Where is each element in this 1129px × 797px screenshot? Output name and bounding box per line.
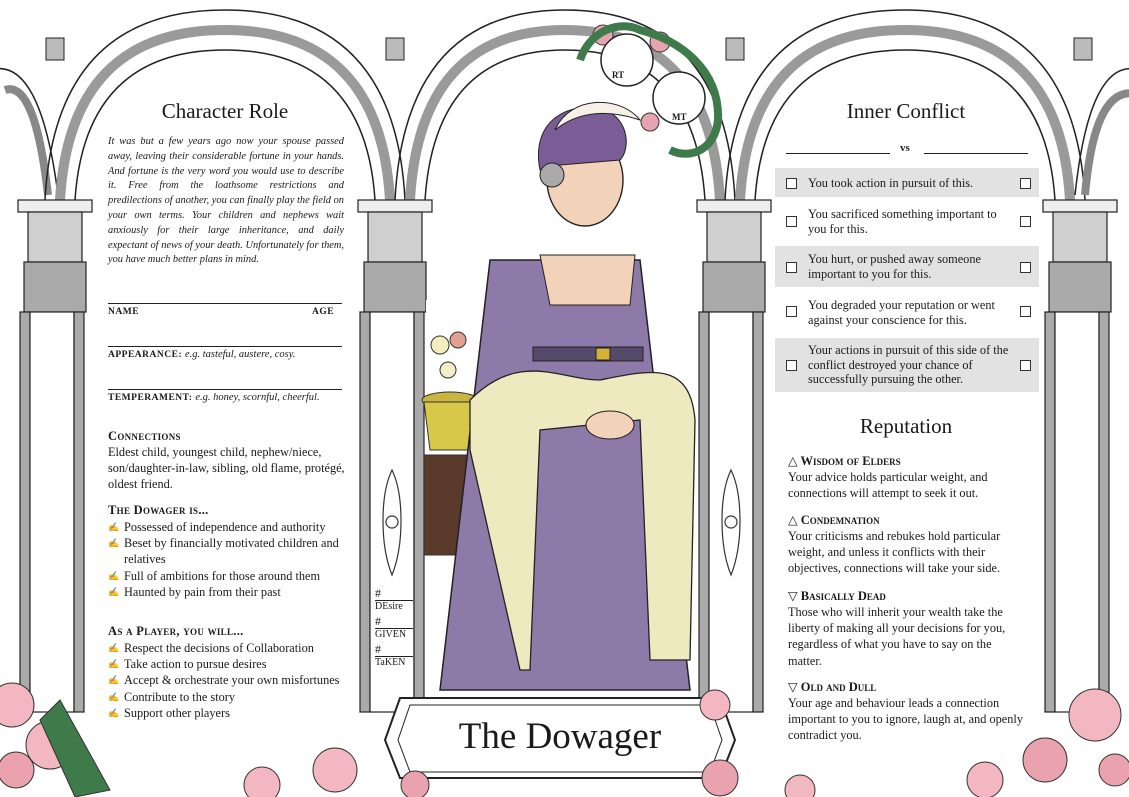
checkbox-left[interactable]	[786, 178, 797, 189]
temperament-row	[108, 392, 320, 403]
age-label: AGE	[312, 307, 335, 317]
conflict-row-4	[775, 291, 1039, 335]
finial-4	[1074, 38, 1092, 60]
finial-1	[46, 38, 64, 60]
appearance-label: APPEARANCE:	[108, 350, 183, 360]
temperament-hint: e.g. honey, scornful, cheerful.	[195, 392, 320, 403]
vs-label: vs	[900, 142, 910, 154]
player-list	[108, 640, 353, 721]
conflict-text: You sacrificed something important to you for this.	[808, 207, 997, 236]
rep-text: Your criticisms and rebukes hold particular weight, and unless it conflicts with their objectives, connections will take your side.	[788, 529, 1001, 576]
is-item: ✍ Beset by financially motivated children and relatives	[108, 535, 348, 567]
is-item: ✍ Full of ambitions for those around them	[108, 568, 348, 584]
checkbox-left[interactable]	[786, 306, 797, 317]
reputation-item-3	[788, 588, 1028, 669]
taken-count[interactable]: #	[375, 642, 413, 657]
is-item: ✍ Haunted by pain from their past	[108, 584, 348, 600]
reputation-item-4	[788, 679, 1028, 744]
conflict-side-a-line[interactable]	[786, 153, 890, 154]
player-item: ✍ Contribute to the story	[108, 689, 353, 705]
rep-text: Your advice holds particular weight, and connections will attempt to seek it out.	[788, 470, 988, 501]
player-item: ✍ Support other players	[108, 705, 353, 721]
checkbox-left[interactable]	[786, 216, 797, 227]
is-list	[108, 519, 348, 600]
appearance-line[interactable]	[108, 346, 342, 347]
appearance-row	[108, 349, 295, 360]
finial-2	[386, 38, 404, 60]
rep-down-icon: ▽	[788, 680, 798, 694]
name-label: NAME	[108, 307, 140, 317]
checkbox-left[interactable]	[786, 360, 797, 371]
dowager-portrait	[422, 102, 696, 700]
conflict-side-b-line[interactable]	[924, 153, 1028, 154]
checkbox-right[interactable]	[1020, 306, 1031, 317]
character-role-title: Character Role	[161, 99, 289, 123]
conflict-text: You took action in pursuit of this.	[808, 176, 974, 190]
mt-label: MT	[672, 112, 687, 122]
inner-conflict-title: Inner Conflict	[846, 99, 966, 123]
conflict-row-5	[775, 338, 1039, 392]
temperament-label: TEMPERAMENT:	[108, 393, 193, 403]
finial-3	[726, 38, 744, 60]
reputation-title: Reputation	[859, 414, 953, 438]
rt-label: RT	[612, 70, 625, 80]
rep-text: Your age and behaviour leads a connection important to you to ignore, laugh at, and openly contradict you.	[788, 696, 1023, 743]
player-item: ✍ Accept & orchestrate your own misfortunes	[108, 672, 353, 688]
appearance-hint: e.g. tasteful, austere, cosy.	[184, 349, 296, 360]
checkbox-right[interactable]	[1020, 216, 1031, 227]
conflict-text: You hurt, or pushed away someone important to you for this.	[808, 252, 981, 281]
reputation-item-1	[788, 453, 1028, 501]
desire-count[interactable]: #	[375, 586, 413, 601]
rep-title: Basically Dead	[800, 589, 886, 603]
checkbox-right[interactable]	[1020, 262, 1031, 273]
reputation-item-2	[788, 512, 1028, 577]
conflict-row-2	[775, 200, 1039, 242]
conflict-text: You degraded your reputation or went against your conscience for this.	[808, 298, 995, 327]
conflict-row-3	[775, 246, 1039, 287]
rep-title: Condemnation	[800, 513, 880, 527]
taken-label: TaKEN	[375, 657, 406, 668]
rep-down-icon: ▽	[788, 589, 798, 603]
character-name: The Dowager	[458, 716, 662, 757]
checkbox-right[interactable]	[1020, 360, 1031, 371]
rep-text: Those who will inherit your wealth take the liberty of making all your decisions for you, regardless of what you have to say on the matter.	[788, 605, 1006, 668]
given-count[interactable]: #	[375, 614, 413, 629]
tracker	[375, 586, 413, 668]
temperament-line[interactable]	[108, 389, 342, 390]
desire-label: DEsire	[375, 601, 403, 612]
player-item: ✍ Take action to pursue desires	[108, 656, 353, 672]
checkbox-right[interactable]	[1020, 178, 1031, 189]
player-item: ✍ Respect the decisions of Collaboration	[108, 640, 353, 656]
rep-title: Wisdom of Elders	[800, 454, 901, 468]
name-line[interactable]	[108, 303, 342, 304]
connections-heading: Connections	[108, 429, 181, 443]
given-label: GIVEN	[375, 629, 407, 640]
player-heading: As a Player, you will...	[108, 624, 244, 638]
rt-circle	[601, 34, 653, 86]
rep-up-icon: △	[788, 513, 798, 527]
conflict-text: Your actions in pursuit of this side of the conflict destroyed your chance of successfully pursuing the other.	[808, 343, 1009, 387]
checkbox-left[interactable]	[786, 262, 797, 273]
rep-title: Old and Dull	[800, 680, 877, 694]
connections-text: Eldest child, youngest child, nephew/niece, son/daughter-in-law, sibling, old flame, protégé, oldest friend.	[108, 445, 345, 492]
role-intro: It was but a few years ago now your spouse passed away, leaving their considerable fortune in your hands. And fortune is the very word you would use to describe it. Free from the loathsome restrictions and predilections of another, you can finally play the field on your own terms. Your children and nephews wait anxiously for their large inheritance, and daily expectant of news of your death. Unfortunately for them, you have much better plans in mind.	[108, 136, 344, 266]
rep-up-icon: △	[788, 454, 798, 468]
conflict-row-1	[775, 168, 1039, 197]
is-item: ✍ Possessed of independence and authority	[108, 519, 348, 535]
is-heading: The Dowager is...	[108, 503, 209, 517]
